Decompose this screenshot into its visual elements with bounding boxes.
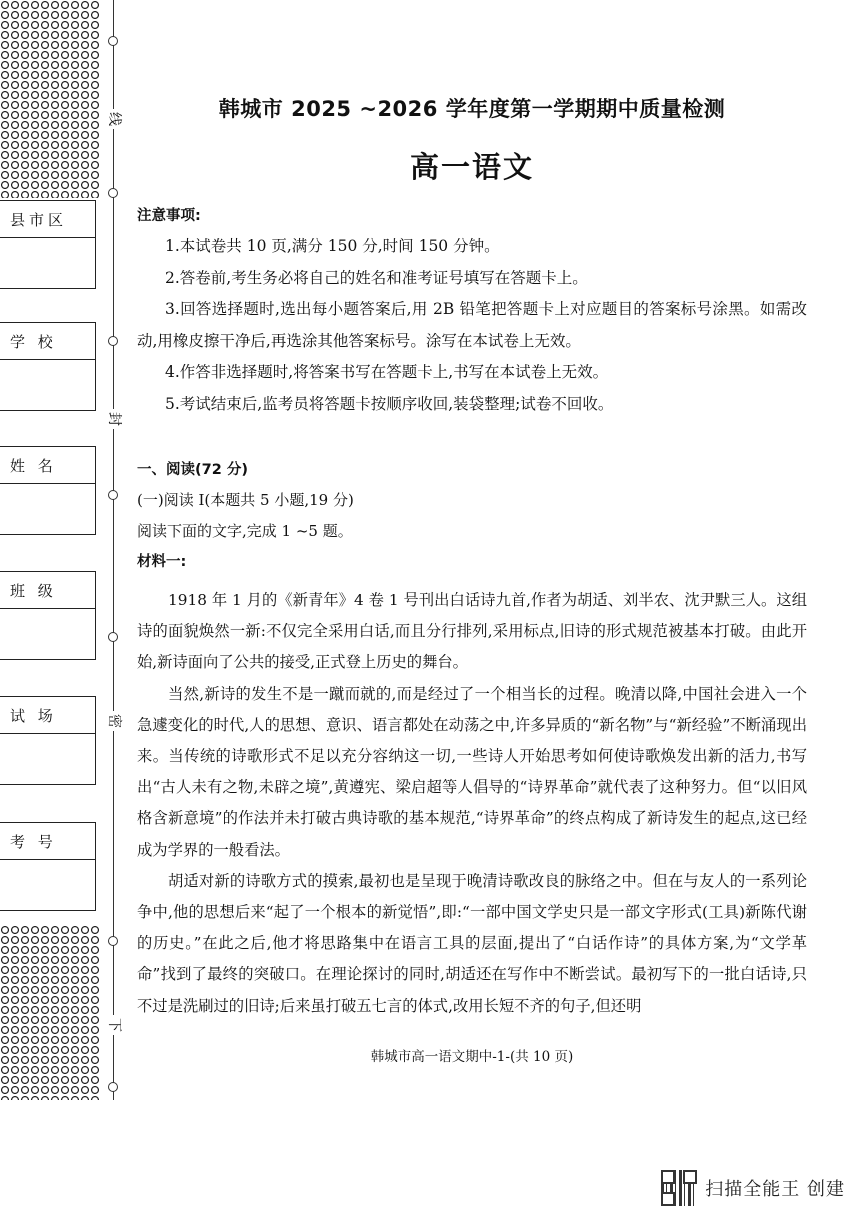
qr-code-icon	[661, 1170, 697, 1206]
passage-paragraph: 当然,新诗的发生不是一蹴而就的,而是经过了一个相当长的过程。晚清以降,中国社会进入一个急遽变化的时代,人的思想、意识、语言都处在动荡之中,许多异质的“新名物”与“新经验”不断涌现出来。当传统的诗歌形式不足以充分容纳这一切,一些诗人开始思考如何使诗歌焕发出新的活力,书写出“古人未有之物,未辟之境”,黄遵宪、梁启超等人倡导的“诗界革命”就代表了这种努力。但“以旧风格含新意境”的作法并未打破古典诗歌的基本规范,“诗界革命”的终点构成了新诗发生的起点,这已经成为学界的一般看法。	[137, 684, 807, 859]
note-item: 3.回答选择题时,选出每小题答案后,用 2B 铅笔把答题卡上对应题目的答案标号涂黑。如需改动,用橡皮擦干净后,再选涂其他答案标号。涂写在本试卷上无效。	[137, 300, 807, 350]
scanner-watermark	[661, 1170, 845, 1206]
reading-instruction: 阅读下面的文字,完成 1 ~5 题。	[137, 522, 353, 540]
cut-circle-marker	[108, 36, 118, 46]
notes-list	[137, 231, 807, 420]
field-exam-number-blank[interactable]	[0, 860, 95, 910]
subject-title: 高一语文	[409, 150, 534, 184]
cut-circle-marker	[108, 188, 118, 198]
note-item: 2.答卷前,考生务必将自己的姓名和准考证号填写在答题卡上。	[165, 268, 588, 287]
section-heading: 一、阅读(72 分)	[137, 462, 248, 478]
cut-circle-marker	[108, 936, 118, 946]
scanner-watermark-text: 扫描全能王 创建	[705, 1179, 845, 1200]
reading-passage	[137, 585, 807, 1022]
field-name	[0, 446, 96, 535]
field-name-blank[interactable]	[0, 484, 95, 534]
cut-circle-marker	[108, 632, 118, 642]
field-county-blank[interactable]	[0, 238, 95, 288]
cut-word-line: 线	[105, 109, 123, 129]
cut-circle-marker	[108, 490, 118, 500]
cut-circle-marker	[108, 1082, 118, 1092]
binding-dot-pattern-bottom	[0, 925, 100, 1100]
cut-word-secret: 密	[105, 711, 123, 731]
note-item: 1.本试卷共 10 页,满分 150 分,时间 150 分钟。	[165, 237, 500, 255]
cut-circle-marker	[108, 336, 118, 346]
page-footer: 韩城市高一语文期中-1-(共 10 页)	[370, 1049, 574, 1065]
field-class	[0, 571, 96, 660]
passage-paragraph: 胡适对新的诗歌方式的摸索,最初也是呈现于晚清诗歌改良的脉络之中。但在与友人的一系列论争中,他的思想后来“起了一个根本的新觉悟”,即:“一部中国文学史只是一部文字形式(工具)新陈代谢的历史。”在此之后,他才将思路集中在语言工具的层面,提出了“白话作诗”的具体方案,为“文学革命”找到了最终的突破口。在理论探讨的同时,胡适还在写作中不断尝试。最初写下的一批白话诗,只不过是洗刷过的旧诗;后来虽打破五七言的体式,改用长短不齐的句子,但还明	[137, 871, 807, 1015]
field-exam-number-label: 考 号	[0, 823, 95, 860]
field-school-blank[interactable]	[0, 360, 95, 410]
field-county	[0, 200, 96, 289]
field-county-label: 县市区	[0, 201, 95, 238]
field-exam-room-label: 试 场	[0, 697, 95, 734]
field-school	[0, 322, 96, 411]
binding-dot-pattern-top	[0, 0, 100, 198]
field-class-label: 班 级	[0, 572, 95, 609]
field-name-label: 姓 名	[0, 447, 95, 484]
notes-heading: 注意事项:	[137, 208, 201, 224]
subsection-heading: (一)阅读 I(本题共 5 小题,19 分)	[137, 491, 354, 509]
cut-word-below: 下	[105, 1015, 123, 1035]
field-class-blank[interactable]	[0, 609, 95, 659]
section-intro	[137, 485, 354, 578]
exam-title: 韩城市 2025 ~2026 学年度第一学期期中质量检测	[218, 97, 726, 121]
note-item: 4.作答非选择题时,将答案书写在答题卡上,书写在本试卷上无效。	[165, 363, 609, 381]
cut-line	[113, 0, 114, 1100]
field-exam-room-blank[interactable]	[0, 734, 95, 784]
field-exam-number	[0, 822, 96, 911]
note-item: 5.考试结束后,监考员将答题卡按顺序收回,装袋整理;试卷不回收。	[165, 394, 614, 413]
material-heading: 材料一:	[137, 554, 187, 570]
passage-paragraph: 1918 年 1 月的《新青年》4 卷 1 号刊出白话诗九首,作者为胡适、刘半农、沈尹默三人。这组诗的面貌焕然一新:不仅完全采用白话,而且分行排列,采用标点,旧诗的形式规范被基本打破。由此开始,新诗面向了公共的接受,正式登上历史的舞台。	[137, 591, 807, 672]
field-school-label: 学 校	[0, 323, 95, 360]
field-exam-room	[0, 696, 96, 785]
cut-word-seal: 封	[105, 409, 123, 429]
